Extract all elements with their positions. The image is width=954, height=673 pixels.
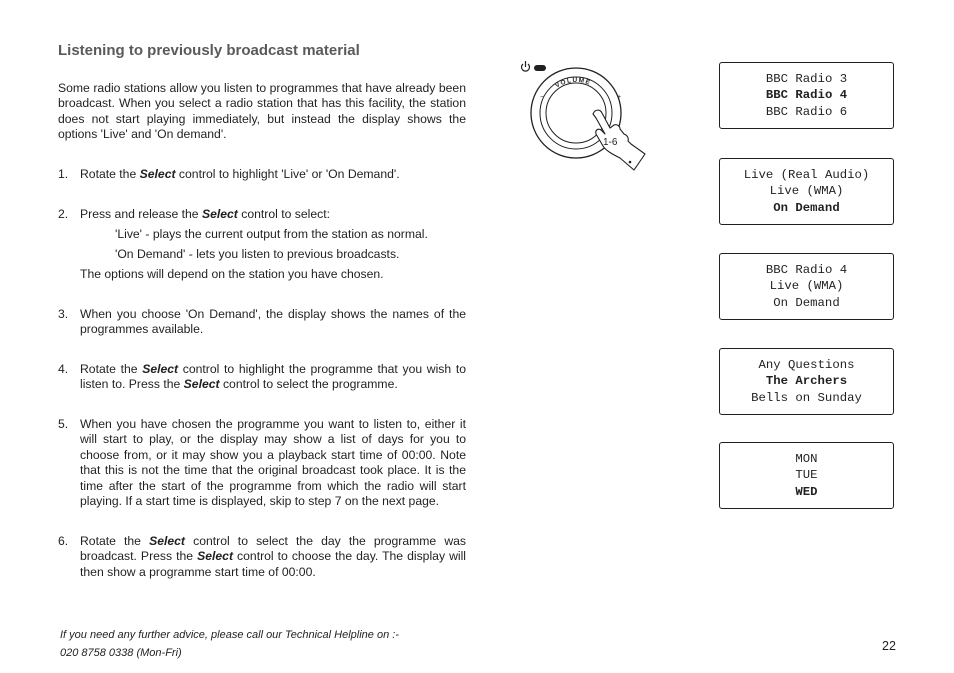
display-line-highlighted: WED [795,484,818,499]
step-number: 3. [58,307,69,321]
step-number: 6. [58,534,69,548]
step-4: 4. Rotate the Select control to highlight the programme that you wish to listen to. Press the Select control to select the programme. [58,362,466,392]
select-control-name: Select [183,377,220,392]
step-number: 2. [58,207,69,221]
option-live: 'Live' - plays the current output from the station as normal. [115,227,428,241]
preset-button-label: 1-6 [603,137,618,148]
display-on-demand-selected [719,253,894,320]
select-control-name: Select [149,534,185,548]
power-icon [522,61,530,71]
helpline-text: If you need any further advice, please call our Technical Helpline on :- [60,629,399,641]
step-6: 6. Rotate the Select control to select the day the programme was broadcast. Press the Select control to choose the day. The display will then show a programme start time of 00:00. [58,534,466,579]
display-line: Live (WMA) [769,279,844,294]
option-on-demand: 'On Demand' - lets you listen to previous broadcasts. [115,247,400,261]
select-control-name: Select [201,207,238,221]
display-line: Any Questions [758,357,855,372]
volume-plus-mark: + [617,94,622,101]
step-1: 1. Rotate the Select control to highlight 'Live' or 'On Demand'. [58,167,400,181]
page-title: Listening to previously broadcast material [58,42,360,59]
display-programme-list [719,348,894,415]
display-line: BBC Radio 4 [765,262,848,277]
volume-label: VOLUME [554,76,592,90]
volume-minus-mark: − [540,94,545,101]
display-station-list [719,62,894,129]
display-playback-options [719,158,894,225]
select-control-name: Select [139,167,176,181]
step-5: 5. When you have chosen the programme you want to listen to, either it will start to play, or the display may show a list of days for you to choose from, or it may show you a playback start time of 00:00. Note that this is not the time that the original broadcast took place. It is the time after the start of the programme from which the radio will start playing. If a start time is displayed, skip to step 7 on the next page. [58,417,466,509]
step-3: 3. When you choose 'On Demand', the display shows the names of the programmes available. [58,307,466,337]
helpline-number: 020 8758 0338 (Mon-Fri) [60,647,182,659]
display-line: TUE [795,468,818,483]
display-line: BBC Radio 3 [765,71,848,86]
intro-paragraph: Some radio stations allow you listen to programmes that have already been broadcast. When you select a radio station that has this facility, the station does not start playing immediately, but instead the display shows the options 'Live' and 'On demand'. [58,81,466,142]
display-line-highlighted: BBC Radio 4 [765,88,848,103]
step-number: 1. [58,167,69,181]
page-number: 22 [882,639,896,653]
step-2: 2. Press and release the Select control to select: [58,207,331,221]
display-day-list [719,442,894,509]
display-line: Bells on Sunday [751,390,862,405]
select-control-name: Select [142,362,179,376]
display-line: Live (Real Audio) [743,167,870,182]
display-line: MON [795,451,818,466]
display-line: On Demand [773,295,840,310]
display-line: Live (WMA) [769,184,844,199]
pointing-hand-icon [593,110,645,170]
step-2-note: The options will depend on the station you have chosen. [80,267,384,281]
step-number: 5. [58,417,69,431]
display-line-highlighted: On Demand [773,200,840,215]
select-control-name: Select [197,549,234,564]
display-line-highlighted: The Archers [765,374,848,389]
volume-knob-illustration [516,58,650,176]
step-number: 4. [58,362,69,376]
display-line: BBC Radio 6 [765,104,848,119]
mode-badge-icon [534,65,546,71]
